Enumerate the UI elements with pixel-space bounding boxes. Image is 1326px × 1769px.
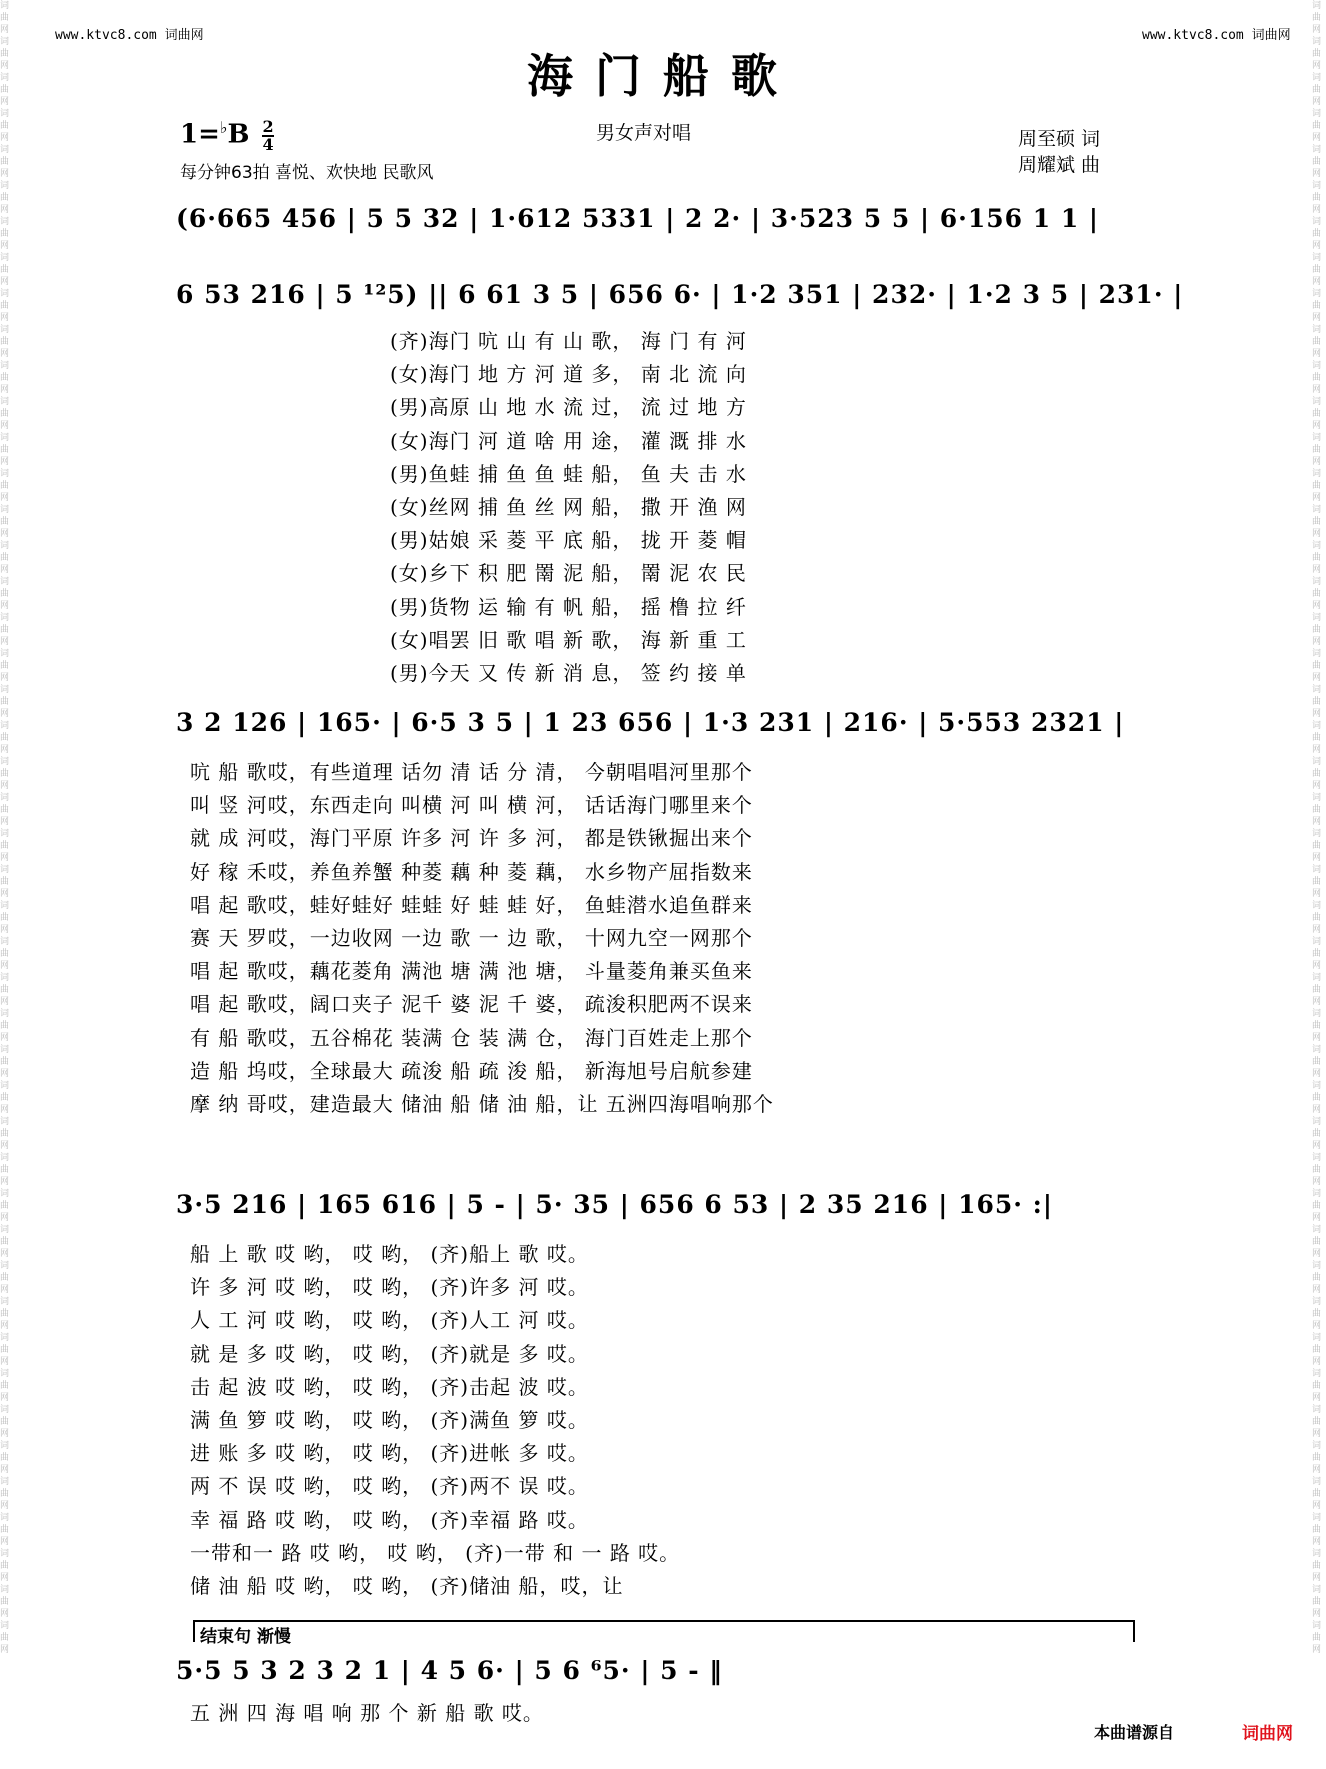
lyric-line: 造 船 坞哎，全球最大 疏浚 船 疏 浚 船， 新海旭号启航参建 [190, 1058, 753, 1083]
lyric-line: (齐)海门 吭 山 有 山 歌， 海 门 有 河 [390, 329, 747, 353]
lyric-line: (男)货物 运 输 有 帆 船， 摇 橹 拉 纤 [390, 594, 747, 619]
footer-brand[interactable]: 词曲网 [1242, 1724, 1293, 1744]
watermark-left: www.ktvc8.com 词曲网 [55, 28, 204, 43]
lyric-line: 一带和一 路 哎 哟， 哎 哟， (齐)一带 和 一 路 哎。 [190, 1540, 681, 1565]
key-label: 1= [180, 119, 220, 150]
lyric-line: 就 是 多 哎 哟， 哎 哟， (齐)就是 多 哎。 [190, 1341, 589, 1366]
lyric-line: 唱 起 歌哎，阔口夹子 泥千 婆 泥 千 婆， 疏浚积肥两不误来 [190, 992, 753, 1017]
lyric-line: 进 账 多 哎 哟， 哎 哟， (齐)进帐 多 哎。 [190, 1441, 589, 1466]
lyric-line: 好 稼 禾哎，养鱼养蟹 种菱 藕 种 菱 藕， 水乡物产屈指数来 [190, 859, 753, 884]
side-watermark-left: 词曲网词曲网词曲网词曲网词曲网词曲网词曲网词曲网词曲网词曲网词曲网词曲网词曲网词曲网词曲网词曲网词曲网词曲网词曲网词曲网词曲网词曲网词曲网词曲网词曲网词曲网词曲网词曲网词曲网词曲网词曲网词曲网词曲网词曲网词曲网词曲网词曲网词曲网词曲网词曲网词曲网词曲网词曲网词曲网词曲网词曲网 [0, 1, 10, 1655]
lyric-line: 幸 福 路 哎 哟， 哎 哟， (齐)幸福 路 哎。 [190, 1507, 589, 1532]
lyric-line: 吭 船 歌哎，有些道理 话勿 清 话 分 清， 今朝唱唱河里那个 [190, 760, 753, 784]
lyric-line: 就 成 河哎，海门平原 许多 河 许 多 河， 都是铁锹掘出来个 [190, 826, 753, 851]
ending-bracket [193, 1620, 1135, 1642]
lyric-line: 摩 纳 哥哎，建造最大 储油 船 储 油 船，让 五洲四海唱响那个 [190, 1092, 774, 1117]
lyric-line: (女)乡下 积 肥 罱 泥 船， 罱 泥 农 民 [390, 561, 747, 586]
lyric-line: (男)鱼蛙 捕 鱼 鱼 蛙 船， 鱼 夫 击 水 [390, 461, 747, 486]
subtitle: 男女声对唱 [596, 122, 692, 144]
score-line-5: 5·5 5 3 2 3 2 1 | 4 5 6· | 5 6 ⁶5· | 5 - ‖ [176, 1656, 723, 1685]
footer-source: 本曲谱源自 [1094, 1723, 1175, 1742]
lyric-line: 唱 起 歌哎，蛙好蛙好 蛙蛙 好 蛙 蛙 好， 鱼蛙潜水追鱼群来 [190, 892, 753, 917]
lyrics-block-2 [190, 756, 774, 1121]
lyricist: 周至硕 词 [1018, 128, 1101, 150]
lyric-line: (男)姑娘 采 菱 平 底 船， 拢 开 菱 帽 [390, 528, 747, 553]
lyric-line: (女)海门 地 方 河 道 多， 南 北 流 向 [390, 362, 747, 387]
ending-lyrics: 五 洲 四 海 唱 响 那 个 新 船 歌 哎。 [190, 1701, 544, 1725]
lyric-line: 满 鱼 箩 哎 哟， 哎 哟， (齐)满鱼 箩 哎。 [190, 1408, 589, 1433]
lyric-line: 储 油 船 哎 哟， 哎 哟， (齐)储油 船，哎，让 [190, 1574, 624, 1599]
time-signature [262, 116, 274, 154]
time-top: 2 [262, 116, 274, 136]
key-note: B [227, 119, 250, 150]
flat-sign: ♭ [219, 118, 228, 137]
key-signature [180, 118, 274, 153]
lyric-line: (女)海门 河 道 啥 用 途， 灌 溉 排 水 [390, 428, 747, 453]
lyric-line: 击 起 波 哎 哟， 哎 哟， (齐)击起 波 哎。 [190, 1374, 589, 1399]
score-line-2: 6 53 216 | 5 ¹²5) || 6 61 3 5 | 656 6· | 1·2 351 | 232· | 1·2 3 5 | 231· | [176, 280, 1184, 309]
score-line-3: 3 2 126 | 165· | 6·5 3 5 | 1 23 656 | 1·3 231 | 216· | 5·553 2321 | [176, 708, 1125, 737]
song-title: 海门船歌 [527, 49, 799, 103]
ending-label: 结束句 渐慢 [200, 1627, 291, 1647]
lyric-line: 叫 竖 河哎，东西走向 叫横 河 叫 横 河， 话话海门哪里来个 [190, 793, 753, 818]
tempo-marking: 每分钟63拍 喜悦、欢快地 民歌风 [180, 163, 434, 183]
lyric-line: (女)丝网 捕 鱼 丝 网 船， 撒 开 渔 网 [390, 495, 747, 520]
lyric-line: (男)高原 山 地 水 流 过， 流 过 地 方 [390, 395, 747, 420]
side-watermark-right: 词曲网词曲网词曲网词曲网词曲网词曲网词曲网词曲网词曲网词曲网词曲网词曲网词曲网词曲网词曲网词曲网词曲网词曲网词曲网词曲网词曲网词曲网词曲网词曲网词曲网词曲网词曲网词曲网词曲网词曲网词曲网词曲网词曲网词曲网词曲网词曲网词曲网词曲网词曲网词曲网词曲网词曲网词曲网词曲网词曲网词曲网 [1312, 1, 1322, 1655]
score-line-4: 3·5 216 | 165 616 | 5 - | 5· 35 | 656 6 53 | 2 35 216 | 165· :| [176, 1190, 1054, 1219]
lyric-line: 许 多 河 哎 哟， 哎 哟， (齐)许多 河 哎。 [190, 1275, 589, 1300]
lyric-line: 两 不 误 哎 哟， 哎 哟， (齐)两不 误 哎。 [190, 1474, 589, 1499]
lyrics-block-1 [390, 325, 747, 690]
lyric-line: 唱 起 歌哎，藕花菱角 满池 塘 满 池 塘， 斗量菱角兼买鱼来 [190, 959, 753, 984]
lyrics-block-3 [190, 1238, 680, 1603]
lyric-line: 赛 天 罗哎，一边收网 一边 歌 一 边 歌， 十网九空一网那个 [190, 926, 753, 951]
lyric-line: 人 工 河 哎 哟， 哎 哟， (齐)人工 河 哎。 [190, 1308, 589, 1333]
score-line-1: (6·665 456 | 5 5 32 | 1·612 5331 | 2 2· | 3·523 5 5 | 6·156 1 1 | [176, 204, 1100, 233]
lyric-line: (女)唱罢 旧 歌 唱 新 歌， 海 新 重 工 [390, 627, 747, 652]
composer: 周耀斌 曲 [1018, 154, 1101, 176]
lyric-line: (男)今天 又 传 新 消 息， 签 约 接 单 [390, 661, 747, 686]
lyric-line: 有 船 歌哎，五谷棉花 装满 仓 装 满 仓， 海门百姓走上那个 [190, 1025, 753, 1050]
time-bottom: 4 [262, 134, 274, 154]
lyric-line: 船 上 歌 哎 哟， 哎 哟， (齐)船上 歌 哎。 [190, 1242, 589, 1266]
watermark-right: www.ktvc8.com 词曲网 [1142, 28, 1291, 43]
